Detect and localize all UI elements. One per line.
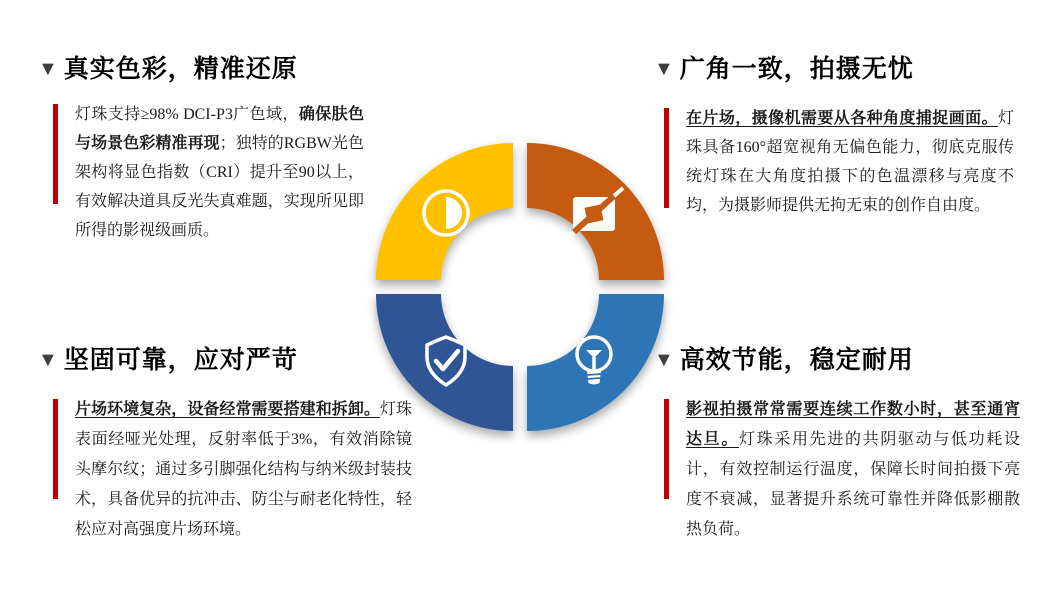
feature-title-text: 真实色彩，精准还原 (63, 56, 298, 83)
feature-title-text: 高效节能，稳定耐用 (679, 347, 914, 374)
feature-wide-angle (654, 52, 1014, 220)
feature-title (654, 52, 1014, 89)
feature-paragraph: 影视拍摄常常需要连续工作数小时，甚至通宵达旦。灯珠采用先进的共阴驱动与低功耗设计，有效控制运行温度，保障长时间拍摄下亮度不衰减，显著提升系统可靠性并降低影棚散热负荷。 (686, 401, 1020, 538)
feature-rugged (38, 343, 412, 545)
triangle-bullet-icon: ▼ (38, 58, 59, 80)
triangle-bullet-icon: ▼ (654, 58, 675, 80)
accent-bar (53, 104, 58, 204)
segment-rugged (376, 294, 513, 431)
accent-bar (53, 399, 58, 499)
segment-true-color (376, 143, 513, 280)
feature-title (38, 343, 412, 380)
feature-paragraph: 片场环境复杂，设备经常需要搭建和拆卸。灯珠表面经哑光处理，反射率低于3%，有效消除镜头摩尔纹；通过多引脚强化结构与纳米级封装技术，具备优异的抗冲击、防尘与耐老化特性，轻松应对高强度片场环境。 (75, 401, 412, 538)
feature-title-text: 广角一致，拍摄无忧 (679, 56, 914, 83)
feature-title (38, 52, 364, 89)
feature-paragraph: 灯珠支持≥98% DCI-P3广色域，确保肤色与场景色彩精准再现；独特的RGBW光色架构将显色指数（CRI）提升至90以上，有效解决道具反光失真难题，实现所见即所得的影视级画质。 (75, 106, 364, 239)
feature-efficiency (654, 343, 1020, 545)
triangle-bullet-icon: ▼ (654, 349, 675, 371)
feature-paragraph: 在片场，摄像机需要从各种角度捕捉画面。灯珠具备160°超宽视角无偏色能力，彻底克服传统灯珠在大角度拍摄下的色温漂移与亮度不均，为摄影师提供无拘无束的创作自由度。 (686, 110, 1014, 214)
feature-true-color (38, 52, 364, 245)
triangle-bullet-icon: ▼ (38, 349, 59, 371)
feature-title-text: 坚固可靠，应对严苛 (63, 347, 298, 374)
donut-diagram (360, 127, 680, 447)
feature-title (654, 343, 1020, 380)
